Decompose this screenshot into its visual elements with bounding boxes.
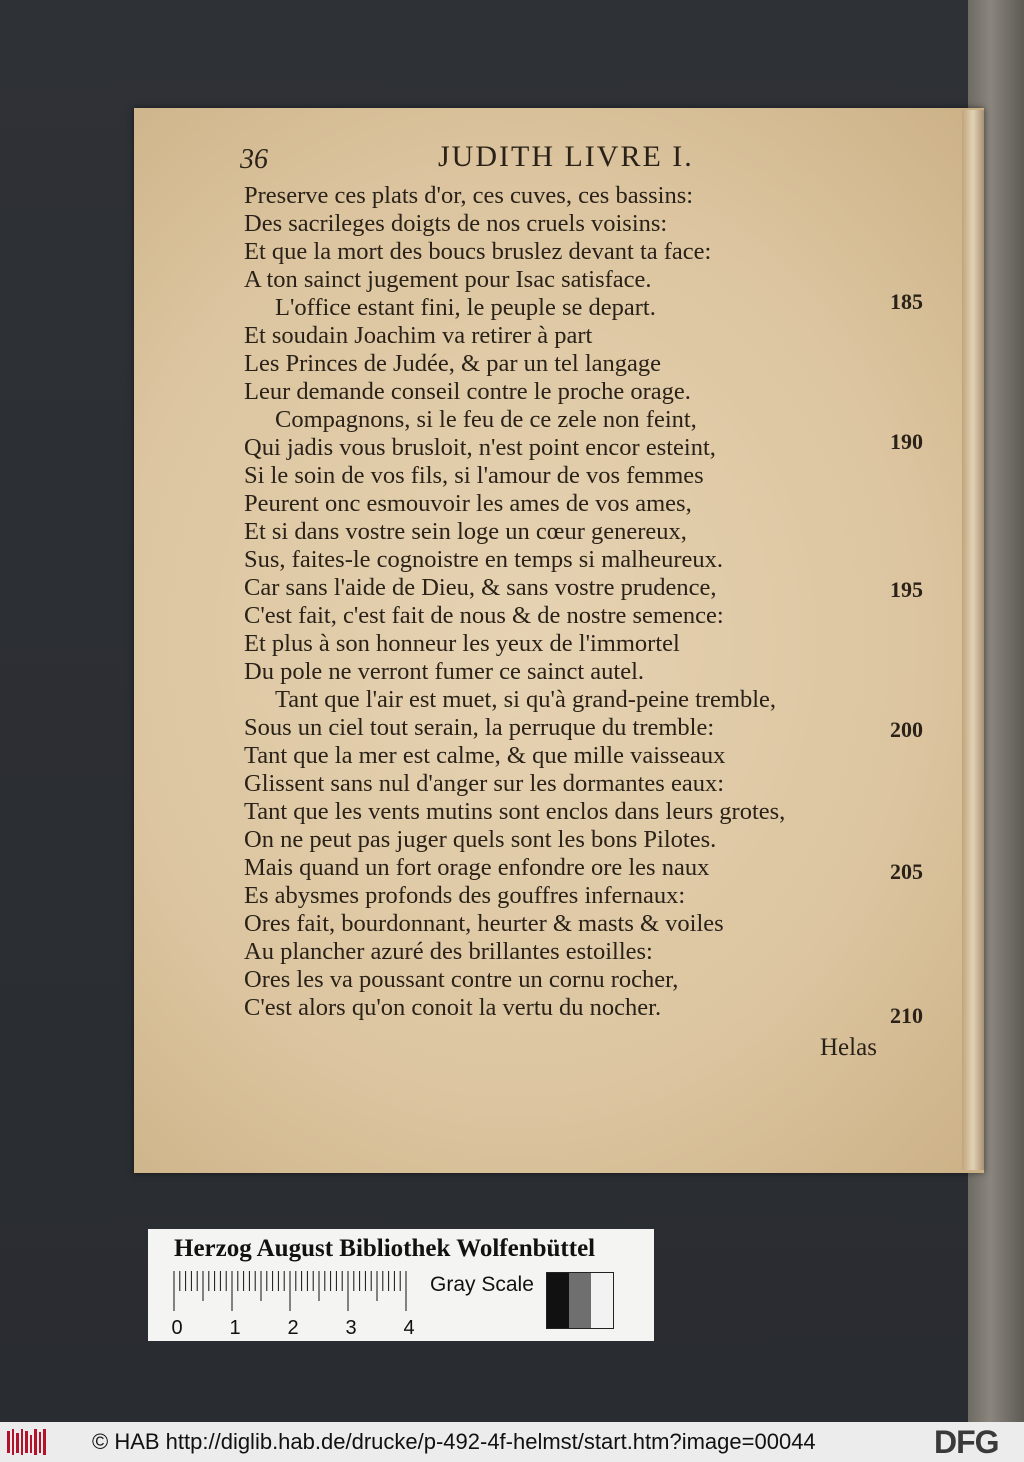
verse-line: Mais quand un fort orage enfondre ore les naux (244, 854, 710, 881)
swatch-black (547, 1273, 569, 1328)
scale-number: 3 (345, 1317, 357, 1339)
verse-line: Les Princes de Judée, & par un tel langage (244, 350, 662, 377)
hab-barcode-icon (6, 1427, 50, 1457)
verse-line: Es abysmes profonds des gouffres infernaux: (244, 882, 686, 909)
verse-line: Compagnons, si le feu de ce zele non feint, (275, 406, 697, 433)
verse-line: Ores les va poussant contre un cornu rocher, (244, 966, 679, 993)
verse-line: Peurent onc esmouvoir les ames de vos ames, (244, 490, 692, 517)
verse-line: Ores fait, bourdonnant, heurter & masts & voiles (244, 910, 724, 937)
verse-line: Tant que la mer est calme, & que mille vaisseaux (244, 742, 726, 769)
verse-line: Des sacrileges doigts de nos cruels voisins: (244, 210, 668, 237)
viewer-footer (0, 1422, 1024, 1462)
verse-line: C'est alors qu'on conoit la vertu du nocher. (244, 994, 662, 1021)
verse-line: Preserve ces plats d'or, ces cuves, ces bassins: (244, 182, 694, 209)
scale-number: 4 (403, 1317, 415, 1339)
verse-line: C'est fait, c'est fait de nous & de nostre semence: (244, 602, 724, 629)
verse-line: Leur demande conseil contre le proche orage. (244, 378, 691, 405)
ruler-icon (172, 1271, 416, 1313)
verse-line: L'office estant fini, le peuple se depart. (275, 294, 656, 321)
gray-scale-swatches (546, 1272, 614, 1329)
verse-line: Qui jadis vous brusloit, n'est point encor esteint, (244, 434, 716, 461)
verse-line: Sous un ciel tout serain, la perruque du tremble: (244, 714, 715, 741)
verse-line: A ton sainct jugement pour Isac satisface. (244, 266, 652, 293)
swatch-white (591, 1273, 613, 1328)
verse-line: Tant que l'air est muet, si qu'à grand-peine tremble, (275, 686, 777, 713)
verse-line: On ne peut pas juger quels sont les bons Pilotes. (244, 826, 717, 853)
card-title: Herzog August Bibliothek Wolfenbüttel (174, 1235, 596, 1262)
verse-line: Glissent sans nul d'anger sur les dormantes eaux: (244, 770, 725, 797)
margin-line-number: 200 (890, 717, 923, 742)
verse-line: Car sans l'aide de Dieu, & sans vostre prudence, (244, 574, 717, 601)
verse-line: Du pole ne verront fumer ce sainct autel. (244, 658, 645, 685)
margin-line-number: 205 (890, 859, 923, 884)
color-calibration-card (148, 1229, 654, 1341)
verse-line: Si le soin de vos fils, si l'amour de vos femmes (244, 462, 704, 489)
margin-line-number: 195 (890, 577, 923, 602)
scale-number: 1 (229, 1317, 241, 1339)
swatch-gray (569, 1273, 591, 1328)
verse-line: Tant que les vents mutins sont enclos dans leurs grotes, (244, 798, 786, 825)
verse-line: Et soudain Joachim va retirer à part (244, 322, 593, 349)
verse-line: Au plancher azuré des brillantes estoilles: (244, 938, 653, 965)
dfg-logo: DFG (934, 1424, 999, 1460)
page-header (240, 140, 760, 180)
verse-line: Et plus à son honneur les yeux de l'immortel (244, 630, 680, 657)
scale-number: 0 (171, 1317, 183, 1339)
page-number: 36 (240, 144, 268, 175)
running-title: JUDITH LIVRE I. (438, 140, 694, 173)
page-edge (962, 110, 984, 1170)
verse-line: Et si dans vostre sein loge un cœur genereux, (244, 518, 687, 545)
catchword: Helas (820, 1034, 877, 1061)
margin-line-number: 185 (890, 289, 923, 314)
verse-line: Et que la mort des boucs bruslez devant ta face: (244, 238, 712, 265)
verse-line: Sus, faites-le cognoistre en temps si malheureux. (244, 546, 723, 573)
margin-line-number: 210 (890, 1003, 923, 1028)
gray-scale-label: Gray Scale (430, 1273, 534, 1296)
footer-permalink[interactable]: © HAB http://diglib.hab.de/drucke/p-492-4f-helmst/start.htm?image=00044 (92, 1429, 816, 1454)
scale-number: 2 (287, 1317, 299, 1339)
margin-line-number: 190 (890, 429, 923, 454)
